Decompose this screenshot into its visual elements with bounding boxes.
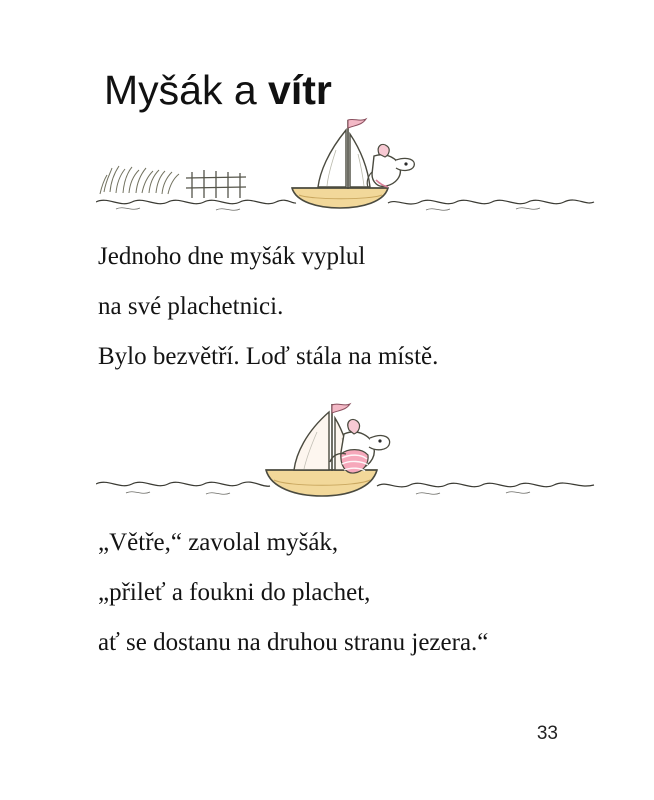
text-line: „přileť a foukni do plachet, — [98, 579, 371, 606]
illustration-sailboat-mouse-waving — [96, 398, 596, 508]
page-title — [104, 67, 332, 114]
text-line: Bylo bezvětří. Loď stála na místě. — [98, 343, 439, 370]
illustration-sailboat-mouse-calm-water — [96, 110, 596, 220]
text-line: Jednoho dne myšák vyplul — [98, 243, 366, 270]
page-title-regular: Myšák a — [104, 67, 269, 114]
text-line: „Větře,“ zavolal myšák, — [98, 529, 339, 556]
text-line: na své plachetnici. — [98, 293, 284, 320]
page-title-bold: vítr — [268, 67, 332, 114]
text-line: ať se dostanu na druhou stranu jezera.“ — [98, 629, 489, 656]
page-number: 33 — [536, 723, 558, 744]
paragraph-block-1 — [98, 232, 438, 382]
paragraph-block-2 — [98, 518, 488, 668]
